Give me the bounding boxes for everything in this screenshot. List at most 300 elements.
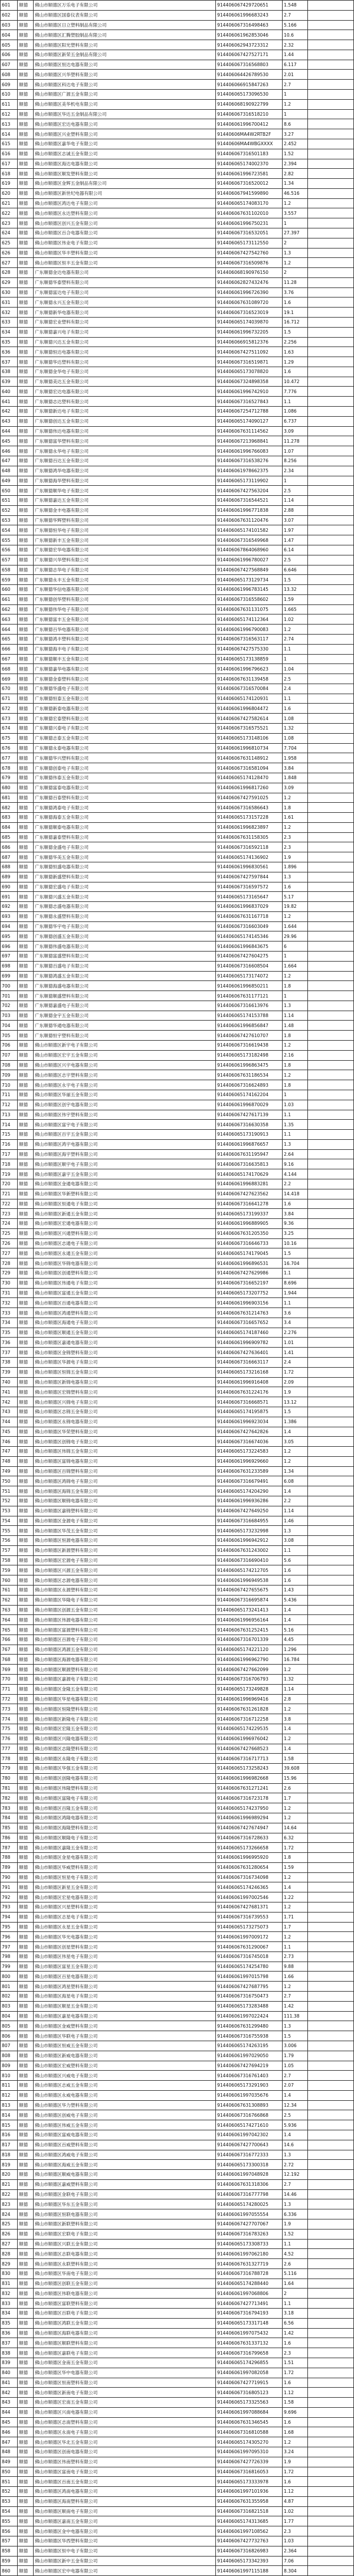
table-row [1,1328,354,1338]
company-name-cell: 广东顺德嘉华电器有限公司 [34,664,216,674]
table-row [1,1754,354,1764]
empty-cell [308,625,354,635]
table-row [1,1228,354,1238]
company-name-cell: 广东顺德金达电器有限公司 [34,268,216,278]
company-name-cell: 佛山市顺德区海联电器有限公司 [34,2328,216,2338]
table-row [1,1437,354,1447]
company-name-cell: 广东顺德创华塑料有限公司 [34,594,216,604]
credit-code-cell: 914406067631261828 [216,1704,283,1714]
company-name-cell: 广东顺德华泰塑料有限公司 [34,277,216,287]
district-cell: 顺德 [18,1783,34,1793]
district-cell: 顺德 [18,1615,34,1625]
row-number: 642 [1,407,18,417]
row-number: 765 [1,1625,18,1635]
credit-code-cell: 914406065173333978 [216,2477,283,2487]
district-cell: 顺德 [18,931,34,942]
credit-code-cell: 914406061996889905 [216,1219,283,1229]
credit-code-cell: 914406067427681371 [216,1902,283,1913]
company-name-cell: 佛山市顺德区百威塑料有限公司 [34,2140,216,2150]
empty-cell [308,2506,354,2516]
district-cell: 顺德 [18,1506,34,1516]
company-name-cell: 佛山市顺德区恒威五金有限公司 [34,2041,216,2051]
row-number: 764 [1,1615,18,1625]
row-number: 730 [1,1278,18,1288]
empty-cell [308,2031,354,2041]
value-cell: 1.02 [283,2506,308,2516]
row-number: 860 [1,2566,18,2576]
row-number: 629 [1,277,18,287]
value-cell: 1.71 [283,1912,308,1922]
empty-cell [308,1813,354,1823]
value-cell: 5.116 [283,2268,308,2278]
company-name-cell: 广东顺德嘉泰塑料有限公司 [34,832,216,842]
value-cell: 2.3 [283,832,308,842]
credit-code-cell: 914406065174271610 [216,2120,283,2130]
district-cell: 顺德 [18,2090,34,2100]
row-number: 682 [1,803,18,813]
row-number: 723 [1,1209,18,1219]
credit-code-cell: 914406067631214763 [216,1308,283,1318]
empty-cell [308,1238,354,1248]
row-number: 651 [1,496,18,506]
row-number: 859 [1,2556,18,2566]
district-cell: 顺德 [18,337,34,347]
value-cell: 1.7 [283,1922,308,1932]
value-cell: 1.3 [283,2021,308,2031]
credit-code-cell: 914406067316766868 [216,2110,283,2120]
credit-code-cell: 914406067316734098 [216,1872,283,1882]
district-cell: 顺德 [18,1328,34,1338]
table-row [1,753,354,763]
credit-code-cell: 914406061997075432 [216,2328,283,2338]
district-cell: 顺德 [18,1011,34,1021]
value-cell: 1.7 [283,1793,308,1803]
company-name-cell: 佛山市顺德区富宇电子有限公司 [34,1120,216,1130]
district-cell: 顺德 [18,981,34,991]
empty-cell [308,585,354,595]
company-name-cell: 佛山市顺德区嘉隆五金有限公司 [34,1843,216,1853]
district-cell: 顺德 [18,1675,34,1685]
value-cell: 1.42 [283,2001,308,2011]
row-number: 696 [1,942,18,952]
credit-code-cell: 914406061996726390 [216,287,283,298]
company-name-cell: 佛山市顺德区宏宇五金有限公司 [34,1050,216,1060]
table-row [1,20,354,30]
row-number: 672 [1,704,18,714]
row-number: 808 [1,2051,18,2061]
value-cell: 3.07 [283,515,308,525]
value-cell: 1.2 [283,971,308,981]
district-cell: 顺德 [18,2001,34,2011]
table-row [1,1803,354,1813]
district-cell: 顺德 [18,109,34,119]
empty-cell [308,2358,354,2368]
company-name-cell: 佛山市顺德区创宇电器有限公司 [34,1100,216,1110]
district-cell: 顺德 [18,1862,34,1872]
row-number: 787 [1,1843,18,1853]
row-number: 803 [1,2001,18,2011]
empty-cell [308,2160,354,2170]
company-name-cell: 广东顺德志达塑料有限公司 [34,397,216,407]
district-cell: 顺德 [18,258,34,268]
table-row [1,377,354,387]
value-cell: 2.256 [283,337,308,347]
value-cell: 2.394 [283,159,308,169]
district-cell: 顺德 [18,714,34,724]
empty-cell [308,109,354,119]
company-name-cell: 广东顺德永泰电器有限公司 [34,743,216,753]
value-cell: 1.2 [283,1932,308,1942]
company-name-cell: 广东顺德宏盛电子有限公司 [34,882,216,892]
company-name-cell: 佛山市顺德区金源电子有限公司 [34,1516,216,1526]
credit-code-cell: 914406067316608504 [216,961,283,971]
empty-cell [308,2150,354,2160]
row-number: 615 [1,139,18,149]
empty-cell [308,129,354,139]
credit-code-cell: 914406067316581094 [216,763,283,773]
empty-cell [308,1932,354,1942]
table-row [1,2338,354,2348]
row-number: 652 [1,505,18,515]
company-name-cell: 佛山市顺德区顺源塑料有限公司 [34,1665,216,1675]
company-name-cell: 佛山市顺德区华南电子有限公司 [34,2268,216,2278]
company-name-cell: 佛山市顺德区宏南五金有限公司 [34,2398,216,2408]
company-name-cell: 广东顺德华盛电子有限公司 [34,684,216,694]
company-name-cell: 佛山市顺德区创联五金有限公司 [34,2278,216,2289]
company-name-cell: 广东顺德华兴塑料有限公司 [34,753,216,763]
empty-cell [308,1665,354,1675]
table-row [1,2179,354,2189]
credit-code-cell: 914406067427726339 [216,2457,283,2467]
company-name-cell: 佛山市顺德区海宇塑料有限公司 [34,1149,216,1159]
company-name-cell: 广东顺德金丰电器有限公司 [34,505,216,515]
value-cell: 1.1 [283,1130,308,1140]
empty-cell [308,1575,354,1586]
company-name-cell: 佛山市顺德区百星电器有限公司 [34,1972,216,1982]
district-cell: 顺德 [18,1377,34,1387]
district-cell: 顺德 [18,565,34,575]
empty-cell [308,228,354,238]
table-row [1,1526,354,1536]
value-cell: 1.665 [283,604,308,614]
row-number: 827 [1,2239,18,2249]
credit-code-cell: 914406067316777798 [216,2189,283,2199]
company-name-cell: 佛山市顺德区伟隆塑料有限公司 [34,1783,216,1793]
value-cell: 1.548 [283,1,308,11]
table-row [1,347,354,357]
table-row [1,60,354,70]
credit-code-cell: 914406067316619438 [216,1041,283,1051]
value-cell: 1.79 [283,2051,308,2061]
row-number: 823 [1,2199,18,2209]
empty-cell [308,2566,354,2576]
value-cell: 1 [283,90,308,100]
credit-code-cell: 914406065174263195 [216,2041,283,2051]
table-row [1,2496,354,2506]
value-cell: 1.1 [283,1269,308,1279]
row-number: 793 [1,1902,18,1913]
value-cell: 1.12 [283,2487,308,2497]
district-cell: 顺德 [18,1021,34,1031]
row-number: 729 [1,1269,18,1279]
empty-cell [308,1288,354,1298]
empty-cell [308,2081,354,2091]
company-name-cell: 佛山市顺德区兴源五金有限公司 [34,1565,216,1575]
company-name-cell: 佛山市顺德区金锦塑料有限公司 [34,1348,216,1358]
company-name-cell: 佛山市顺德区华联电子有限公司 [34,2031,216,2041]
credit-code-cell: 914406061997029050 [216,2051,283,2061]
table-row [1,635,354,645]
company-name-cell: 佛山市顺德区华东五金有限公司 [34,2199,216,2209]
value-cell: 2.4 [283,684,308,694]
company-name-cell: 广东顺德兴泰电子有限公司 [34,724,216,734]
row-number: 816 [1,2130,18,2140]
credit-code-cell: 914406061996796623 [216,664,283,674]
table-row [1,1813,354,1823]
district-cell: 顺德 [18,525,34,535]
company-name-cell: 佛山市顺德区鸿宇电器有限公司 [34,1139,216,1149]
credit-code-cell: 914406067316520012 [216,179,283,189]
district-cell: 顺德 [18,60,34,70]
company-name-cell: 佛山市顺德区顺宇电子有限公司 [34,1159,216,1169]
value-cell: 2.73 [283,1951,308,1962]
table-row [1,2278,354,2289]
empty-cell [308,545,354,555]
value-cell: 3.4 [283,1318,308,1328]
row-number: 766 [1,1634,18,1645]
row-number: 676 [1,743,18,753]
row-number: 773 [1,1704,18,1714]
district-cell: 顺德 [18,773,34,783]
value-cell: 2.07 [283,2081,308,2091]
empty-cell [308,1189,354,1199]
district-cell: 顺德 [18,763,34,773]
credit-code-cell: 914406065173207752 [216,1288,283,1298]
row-number: 604 [1,30,18,40]
credit-code-cell: 914406067316788728 [216,2268,283,2278]
row-number: 801 [1,1982,18,1992]
company-name-cell: 佛山市顺德区新宇电子有限公司 [34,1041,216,1051]
empty-cell [308,318,354,328]
district-cell: 顺德 [18,902,34,912]
empty-cell [308,535,354,545]
row-number: 721 [1,1189,18,1199]
credit-code-cell: 914406065173317148 [216,2318,283,2328]
value-cell: 1.9 [283,852,308,862]
empty-cell [308,238,354,248]
empty-cell [308,2071,354,2081]
value-cell: 3.18 [283,2309,308,2319]
table-row [1,1634,354,1645]
district-cell: 顺德 [18,238,34,248]
row-number: 747 [1,1447,18,1457]
row-number: 702 [1,1001,18,1011]
empty-cell [308,654,354,664]
credit-code-cell: 914406061996956164 [216,1615,283,1625]
value-cell: 1.3 [283,1526,308,1536]
credit-code-cell: 914406067316826983 [216,2546,283,2556]
district-cell: 顺德 [18,1912,34,1922]
credit-code-cell: 914406067316701339 [216,1634,283,1645]
empty-cell [308,1060,354,1070]
value-cell: 1.47 [283,535,308,545]
district-cell: 顺德 [18,604,34,614]
credit-code-cell: 914406067316509876 [216,258,283,268]
company-name-cell: 广东顺德宏华电器有限公司 [34,545,216,555]
row-number: 776 [1,1734,18,1744]
company-name-cell: 广东顺德兴华塑料有限公司 [34,555,216,565]
row-number: 771 [1,1684,18,1694]
empty-cell [308,2309,354,2319]
row-number: 810 [1,2071,18,2081]
company-name-cell: 广东顺德海盛电器有限公司 [34,981,216,991]
empty-cell [308,2189,354,2199]
row-number: 658 [1,565,18,575]
district-cell: 顺德 [18,753,34,763]
row-number: 638 [1,367,18,377]
empty-cell [308,2249,354,2259]
table-row [1,991,354,1001]
credit-code-cell: 914406061996817260 [216,783,283,793]
company-name-cell: 佛山市顺德区宏达电器有限公司 [34,119,216,129]
empty-cell [308,2556,354,2566]
table-row [1,2249,354,2259]
value-cell: 2.01 [283,70,308,80]
empty-cell [308,1031,354,1041]
table-row [1,2358,354,2368]
value-cell: 1.1 [283,644,308,654]
credit-code-cell: 914406065173266658 [216,1843,283,1853]
district-cell: 顺德 [18,2268,34,2278]
row-number: 666 [1,644,18,654]
value-cell: 10.16 [283,1238,308,1248]
value-cell: 1.29 [283,357,308,367]
credit-code-cell: 914406067316690410 [216,1555,283,1565]
row-number: 842 [1,2388,18,2398]
company-name-cell: 佛山市顺德区百南五金有限公司 [34,2477,216,2487]
value-cell: 9.36 [283,1219,308,1229]
row-number: 687 [1,852,18,862]
company-name-cell: 广东顺德宏业塑料有限公司 [34,318,216,328]
district-cell: 顺德 [18,625,34,635]
credit-code-cell: 914406061996936286 [216,1496,283,1506]
credit-code-cell: 914406067316646733 [216,1238,283,1248]
row-number: 838 [1,2348,18,2358]
credit-code-cell: 914406067316518210 [216,109,283,119]
credit-code-cell: 914406065174212705 [216,1565,283,1575]
company-name-cell: 广东顺德金华电子有限公司 [34,367,216,377]
credit-code-cell: 914406067316755938 [216,2031,283,2041]
empty-cell [308,931,354,942]
row-number: 677 [1,753,18,763]
row-number: 701 [1,991,18,1001]
value-cell: 1.4 [283,1615,308,1625]
value-cell: 1.58 [283,1754,308,1764]
table-row [1,525,354,535]
row-number: 626 [1,248,18,258]
value-cell: 1.6 [283,2417,308,2427]
empty-cell [308,1704,354,1714]
district-cell: 顺德 [18,129,34,139]
value-cell: 3.84 [283,1209,308,1219]
district-cell: 顺德 [18,2229,34,2239]
row-number: 635 [1,337,18,347]
district-cell: 顺德 [18,208,34,218]
table-row [1,169,354,179]
value-cell: 1.68 [283,2427,308,2437]
empty-cell [308,99,354,109]
row-number: 851 [1,2477,18,2487]
district-cell: 顺德 [18,1288,34,1298]
credit-code-cell: 914406065173283488 [216,2001,283,2011]
table-row [1,1982,354,1992]
row-number: 817 [1,2140,18,2150]
credit-code-cell: 914406065173249828 [216,1684,283,1694]
value-cell: 1.14 [283,496,308,506]
empty-cell [308,1278,354,1288]
district-cell: 顺德 [18,1496,34,1506]
row-number: 624 [1,228,18,238]
credit-code-cell: 914406067316750473 [216,1992,283,2002]
row-number: 728 [1,1258,18,1269]
district-cell: 顺德 [18,1932,34,1942]
table-row [1,1219,354,1229]
company-name-cell: 佛山市顺德区海达电器有限公司 [34,159,216,169]
value-cell: 2.276 [283,1328,308,1338]
row-number: 789 [1,1862,18,1872]
company-name-cell: 佛山市顺德区富威电器有限公司 [34,2130,216,2140]
empty-cell [308,2051,354,2061]
credit-code-cell: 914406067427674947 [216,1823,283,1833]
credit-code-cell: 914406067324898358 [216,377,283,387]
district-cell: 顺德 [18,2358,34,2368]
empty-cell [308,1179,354,1189]
table-row [1,971,354,981]
row-number: 610 [1,90,18,100]
empty-cell [308,1853,354,1863]
row-number: 628 [1,268,18,278]
table-row [1,2516,354,2526]
empty-cell [308,1427,354,1437]
company-name-cell: 佛山市顺德区鸿锦电子有限公司 [34,1476,216,1486]
empty-cell [308,803,354,813]
row-number: 681 [1,793,18,803]
table-row [1,2506,354,2516]
value-cell: 1.4 [283,1882,308,1892]
value-cell: 2.7 [283,2071,308,2081]
district-cell: 顺德 [18,2219,34,2230]
row-number: 690 [1,882,18,892]
company-name-cell: 佛山市顺德区华隆电子有限公司 [34,1595,216,1605]
district-cell: 顺德 [18,2100,34,2110]
value-cell: 1.07 [283,446,308,456]
credit-code-cell: 914406065174195875 [216,1407,283,1417]
company-name-cell: 佛山市顺德区华星电器有限公司 [34,1694,216,1704]
row-number: 755 [1,1526,18,1536]
value-cell: 1.14 [283,1684,308,1694]
empty-cell [308,2378,354,2388]
credit-code-cell: 914406067316624893 [216,1080,283,1090]
value-cell: 5.936 [283,2120,308,2130]
district-cell: 顺德 [18,793,34,803]
value-cell: 3.27 [283,129,308,139]
district-cell: 顺德 [18,2496,34,2506]
district-cell: 顺德 [18,2546,34,2556]
row-number: 609 [1,80,18,90]
company-name-cell: 佛山市顺德区华新塑料有限公司 [34,1189,216,1199]
company-name-cell: 广东顺德志华电子有限公司 [34,565,216,575]
value-cell: 1.34 [283,179,308,189]
